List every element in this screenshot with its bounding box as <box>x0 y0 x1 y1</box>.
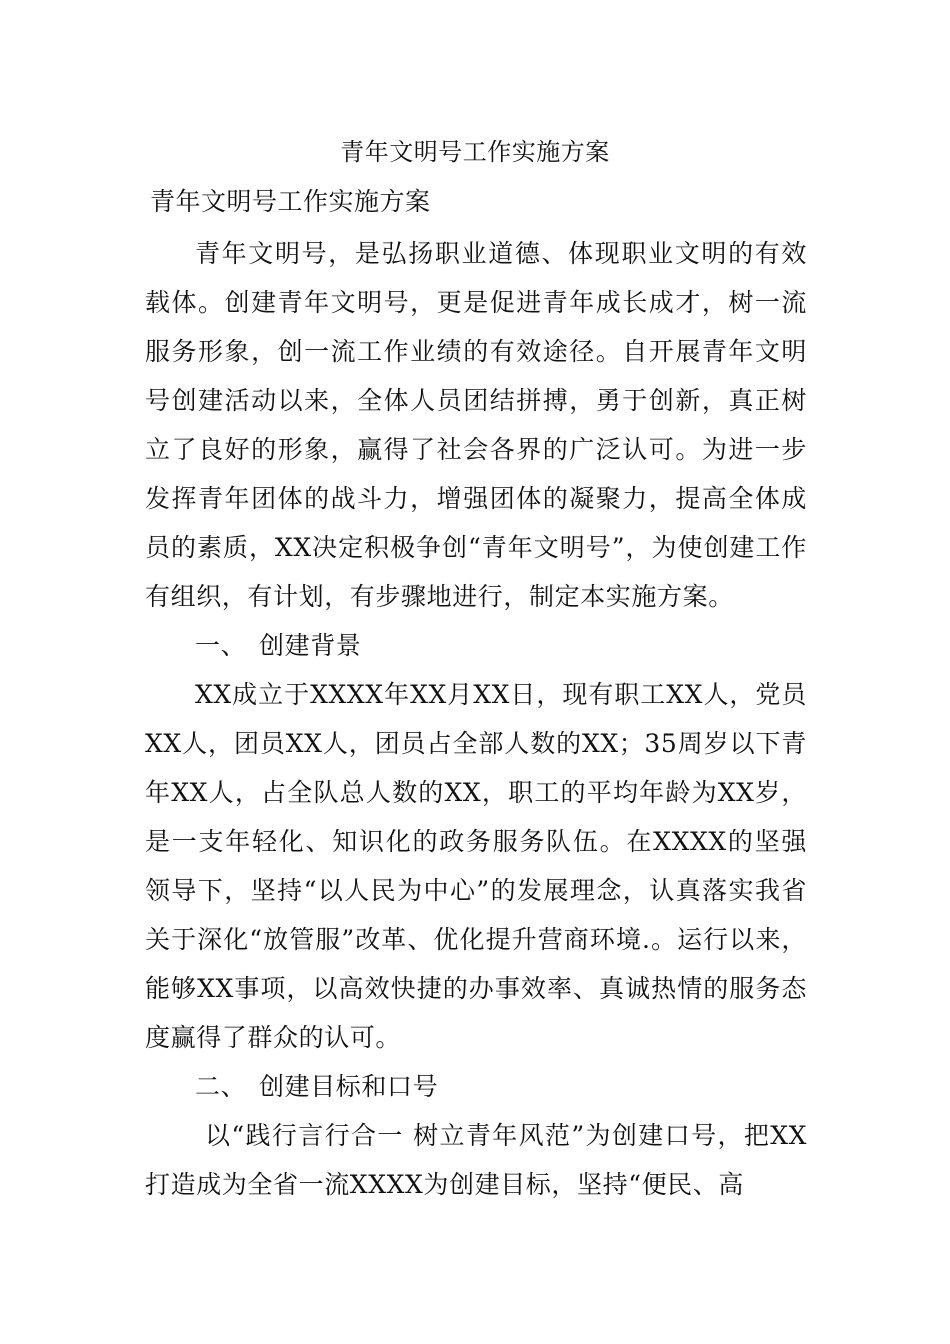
intro-paragraph: 青年文明号，是弘扬职业道德、体现职业文明的有效载体。创建青年文明号，更是促进青年成长成才，树一流服务形象，创一流工作业绩的有效途径。自开展青年文明号创建活动以来，全体人员团结拼搏，勇于创新，真正树立了良好的形象，赢得了社会各界的广泛认可。为进一步发挥青年团体的战斗力，增强团体的凝聚力，提高全体成员的素质，XX决定积极争创“青年文明号”，为使创建工作有组织，有计划，有步骤地进行，制定本实施方案。 <box>145 239 807 611</box>
section-paragraph-2: 以“践行言行合一 树立青年风范”为创建口号，把XX打造成为全省一流XXXX为创建目标，坚持“便民、高 <box>145 1121 807 1199</box>
section-number-2: 二、 <box>195 1072 247 1101</box>
section-paragraph-1: XX成立于XXXX年XX月XX日，现有职工XX人，党员XX人，团员XX人，团员占全部人数的XX；35周岁以下青年XX人，占全队总人数的XX，职工的平均年龄为XX岁，是一支年轻化、知识化的政务服务队伍。在XXXX的坚强领导下，坚持“以人民为中心”的发展理念，认真落实我省关于深化“放管服”改革、优化提升营商环境.。运行以来，能够XX事项，以高效快捷的办事效率、真诚热情的服务态度赢得了群众的认可。 <box>145 680 807 1052</box>
section-title-1: 创建背景 <box>259 631 362 660</box>
section-title-2: 创建目标和口号 <box>259 1072 439 1101</box>
section-heading-1 <box>145 621 807 670</box>
section-number-1: 一、 <box>195 631 247 660</box>
document-body <box>145 229 807 1209</box>
section-heading-2 <box>145 1062 807 1111</box>
document-title: 青年文明号工作实施方案 <box>340 138 610 166</box>
document-subtitle: 青年文明号工作实施方案 <box>150 187 431 216</box>
